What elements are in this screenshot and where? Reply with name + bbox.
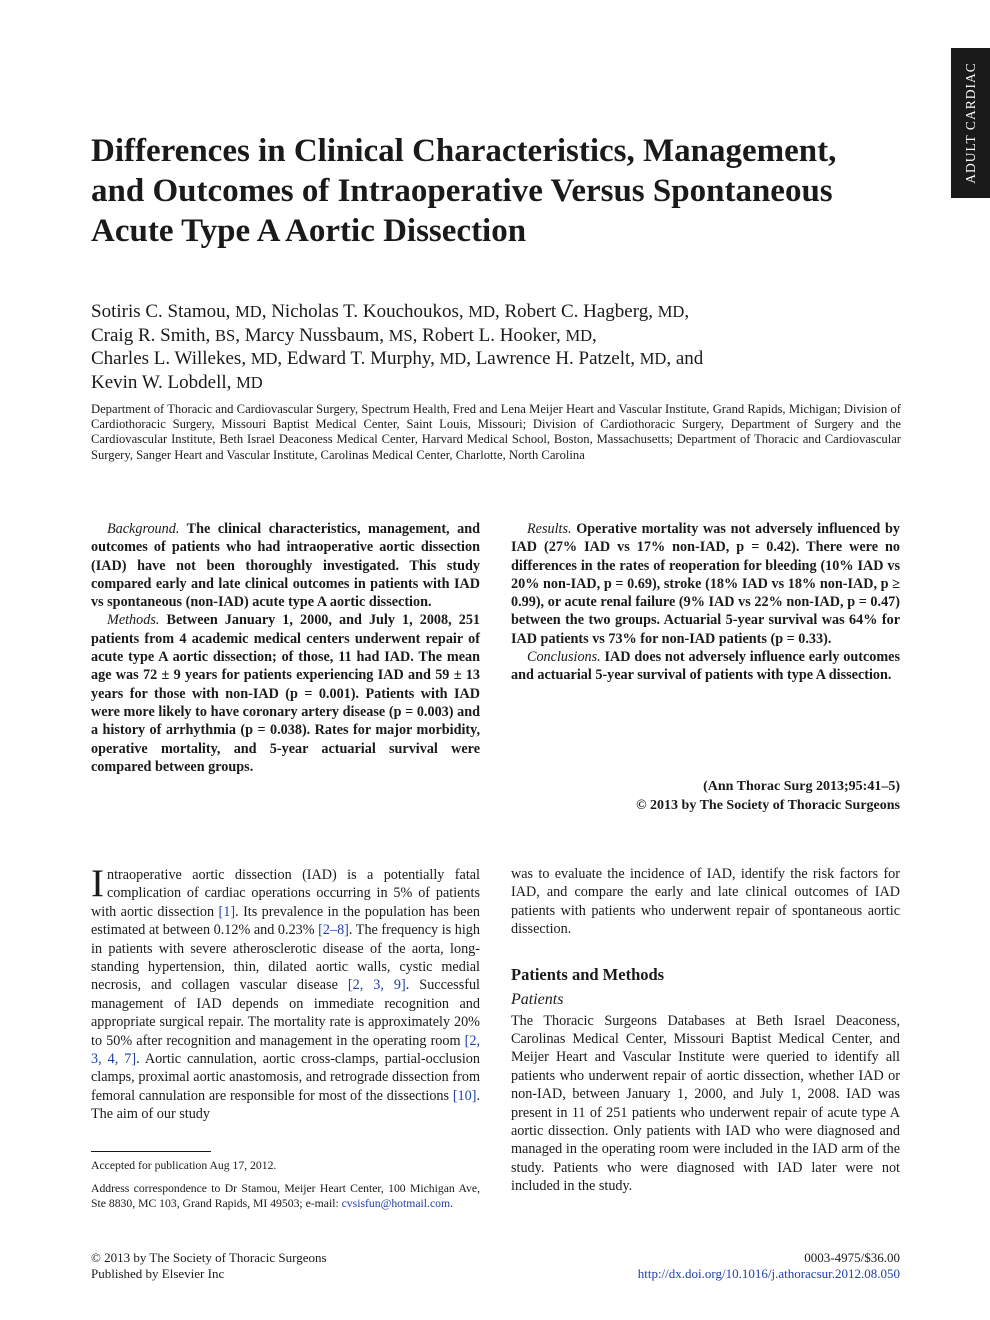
abstract-results: Results. Operative mortality was not adversely influenced by IAD (27% IAD vs 17% non-IAD, p = 0.42). There were no differences in the rates of reoperation for bleeding (10% IAD vs 20% non-IAD, p = 0.69), stroke (18% IAD vs 18% non-IAD, p ≥ 0.99), or acute renal failure (9% IAD vs 22% non-IAD, p = 0.47) between the two groups. Actuarial 5-year survival was 64% for IAD patients vs 73% for non-IAD patients (p = 0.33). [511, 521, 900, 647]
affiliations: Department of Thoracic and Cardiovascular Surgery, Spectrum Health, Fred and Lena Meijer Heart and Vascular Institute, Grand Rapids, Michigan; Division of Cardiothoracic Surgery, Missouri Baptist Medical Center, Saint Louis, Missouri; Division of Cardiothoracic Surgery, Department of Surgery and the Cardiovascular Institute, Beth Israel Deaconess Medical Center, Harvard Medical School, Boston, Massachusetts; Department of Thoracic and Cardiovascular Surgery, Sanger Heart and Vascular Institute, Carolinas Medical Center, Charlotte, North Carolina [91, 402, 901, 462]
author: Sotiris C. Stamou, MD, [91, 301, 267, 322]
author: Charles L. Willekes, MD, [91, 348, 283, 369]
author: Kevin W. Lobdell, MD [91, 371, 263, 393]
reference-link[interactable]: [1] [218, 903, 236, 920]
doi-link[interactable]: http://dx.doi.org/10.1016/j.athoracsur.2012.08.050 [637, 1266, 900, 1281]
footer-left [91, 1250, 327, 1282]
drop-cap: I [91, 862, 104, 905]
footer-right [560, 1250, 900, 1282]
footer-copyright: © 2013 by The Society of Thoracic Surgeons [91, 1250, 327, 1265]
footnote-divider [91, 1151, 211, 1152]
author: Nicholas T. Kouchoukos, MD, [271, 301, 500, 322]
reference-link[interactable]: [2–8] [318, 922, 349, 939]
patients-paragraph: The Thoracic Surgeons Databases at Beth Israel Deaconess, Carolinas Medical Center, Missouri Baptist Medical Center, and Meijer Heart and Vascular Institute were queried to identify all patients who underwent repair of aortic dissection, whether IAD or non-IAD, between January 1, 2000, and July 1, 2008. IAD was present in 11 of 251 patients who underwent repair of acute type A aortic dissection. Only patients with IAD who were diagnosed and managed in the operating room were included in the IAD arm of the study. Patients who were diagnosed with IAD later were not included in the study. [511, 1012, 900, 1195]
abstract-left-column [91, 520, 480, 776]
author: Robert C. Hagberg, MD, [504, 301, 690, 322]
footer-publisher: Published by Elsevier Inc [91, 1266, 225, 1281]
reference-link[interactable]: [2, 3, 9] [347, 977, 406, 994]
author: Craig R. Smith, BS, [91, 324, 240, 346]
author: Robert L. Hooker, MD, [422, 324, 597, 346]
section-tab [951, 48, 990, 198]
section-heading: Patients and Methods [511, 964, 665, 984]
abstract-right-column [511, 520, 900, 685]
intro-continuation: was to evaluate the incidence of IAD, identify the risk factors for IAD, and compare the early and late clinical outcomes of IAD patients with patients who underwent repair of spontaneous aortic dissection. [511, 866, 900, 938]
footer-issn: 0003-4975/$36.00 [804, 1250, 900, 1265]
correspondence-note: Address correspondence to Dr Stamou, Meijer Heart Center, 100 Michigan Ave, Ste 8830, MC 103, Grand Rapids, MI 49503; e-mail: cvsisfun@hotmail.com. [91, 1182, 480, 1210]
abstract-background: Background. The clinical characteristics, management, and outcomes of patients who had intraoperative aortic dissection (IAD) have not been thoroughly investigated. This study compared early and late clinical outcomes in patients with IAD vs spontaneous (non-IAD) acute type A aortic dissection. [91, 521, 480, 611]
reference-link[interactable]: [10] [452, 1087, 477, 1104]
citation-line: (Ann Thorac Surg 2013;95:41–5) [703, 779, 900, 794]
body-left-column [91, 862, 480, 1124]
article-title: Differences in Clinical Characteristics, Management, and Outcomes of Intraoperative Versus Spontaneous Acute Type A Aortic Dissection [91, 133, 837, 249]
journal-citation [560, 778, 900, 815]
email-link[interactable]: cvsisfun@hotmail.com [341, 1197, 451, 1210]
abstract-methods: Methods. Between January 1, 2000, and July 1, 2008, 251 patients from 4 academic medical centers underwent repair of acute type A aortic dissection; of those, 11 had IAD. The mean age was 72 ± 9 years for patients experiencing IAD and 59 ± 13 years for those with non-IAD (p = 0.001). Patients with IAD were more likely to have coronary artery disease (p = 0.003) and a history of arrhythmia (p = 0.038). Rates for major morbidity, operative mortality, and 5-year actuarial survival were compared between groups. [91, 612, 481, 775]
author-list [91, 300, 881, 394]
intro-paragraph: Intraoperative aortic dissection (IAD) is a potentially fatal complication of cardiac operations occurring in 5% of patients with aortic dissection [1]. Its prevalence in the population has been estimated at between 0.12% and 0.23% [2–8]. The frequency is high in patients with severe atherosclerotic disease of the aorta, long-standing hypertension, thin, dilated aortic walls, cystic medial necrosis, and collagen vascular disease [2, 3, 9]. Successful management of IAD depends on immediate recognition and appropriate surgical repair. The mortality rate is approximately 20% to 50% after recognition and management in the operating room [2, 3, 4, 7]. Aortic cannulation, aortic cross-clamps, partial-occlusion clamps, proximal aortic anastomosis, and retrograde dissection from femoral cannulation are responsible for most of the dissections [10]. The aim of our study [91, 862, 480, 1123]
section-tab-label: ADULT CARDIAC [962, 62, 978, 184]
author: Edward T. Murphy, MD, [286, 348, 471, 369]
abstract-conclusions: Conclusions. IAD does not adversely influence early outcomes and actuarial 5-year survival of patients with type A dissection. [511, 649, 901, 684]
accepted-note: Accepted for publication Aug 17, 2012. [91, 1159, 277, 1172]
author: Lawrence H. Patzelt, MD, and [475, 348, 704, 369]
reference-link[interactable]: [2, 3, 4, 7] [91, 1032, 480, 1068]
author: Marcy Nussbaum, MS, [244, 324, 418, 346]
footnotes [91, 1158, 480, 1219]
citation-copyright: © 2013 by The Society of Thoracic Surgeons [636, 797, 900, 813]
subsection-heading: Patients [511, 990, 564, 1008]
body-right-column [511, 865, 900, 1196]
